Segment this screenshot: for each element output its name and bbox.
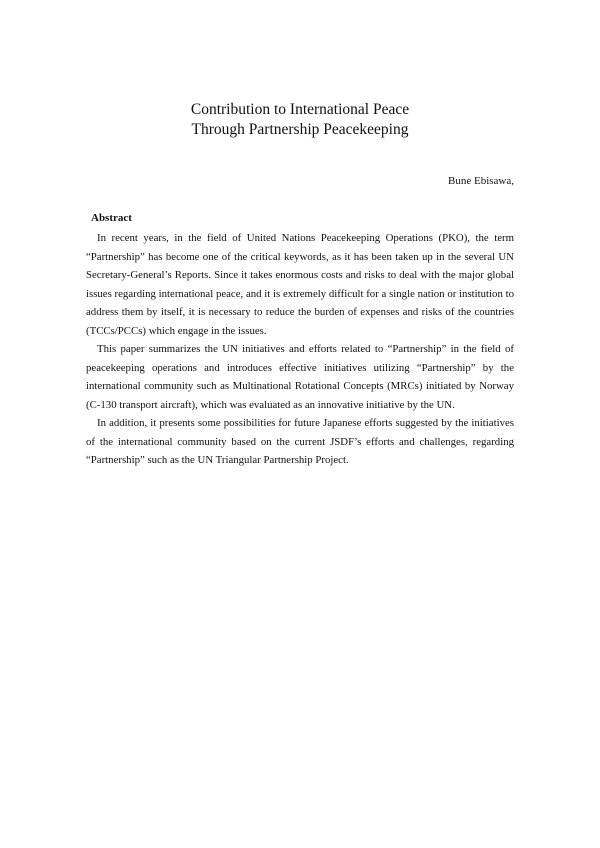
abstract-paragraph-2: This paper summarizes the UN initiatives and efforts related to “Partnership” in the field of peacekeeping operations and introduces effective initiatives utilizing “Partnership” by the international community such as Multinational Rotational Concepts (MRCs) initiated by Norway (C-130 transport aircraft), which was evaluated as an innovative initiative by the UN. [86,343,514,411]
author-name: Bune Ebisawa, [448,175,514,187]
title-line-2: Through Partnership Peacekeeping [191,121,409,138]
abstract-paragraph-1: In recent years, in the field of United Nations Peacekeeping Operations (PKO), the term “Partnership” has become one of the critical keywords, as it has been taken up in the several UN Secretary-General’s Reports. Since it takes enormous costs and risks to deal with the major global issues regarding international peace, and it is extremely difficult for a single nation or institution to address them by itself, it is necessary to reduce the burden of expenses and risks of the countries (TCCs/PCCs) which engage in the issues. [86,232,514,337]
abstract-body [86,229,514,470]
paper-title [0,100,600,140]
abstract-paragraph-3: In addition, it presents some possibilities for future Japanese efforts suggested by the initiatives of the international community based on the current JSDF’s efforts and challenges, regarding “Partnership” such as the UN Triangular Partnership Project. [86,417,514,466]
title-line-1: Contribution to International Peace [190,101,410,118]
abstract-heading: Abstract [91,212,132,224]
